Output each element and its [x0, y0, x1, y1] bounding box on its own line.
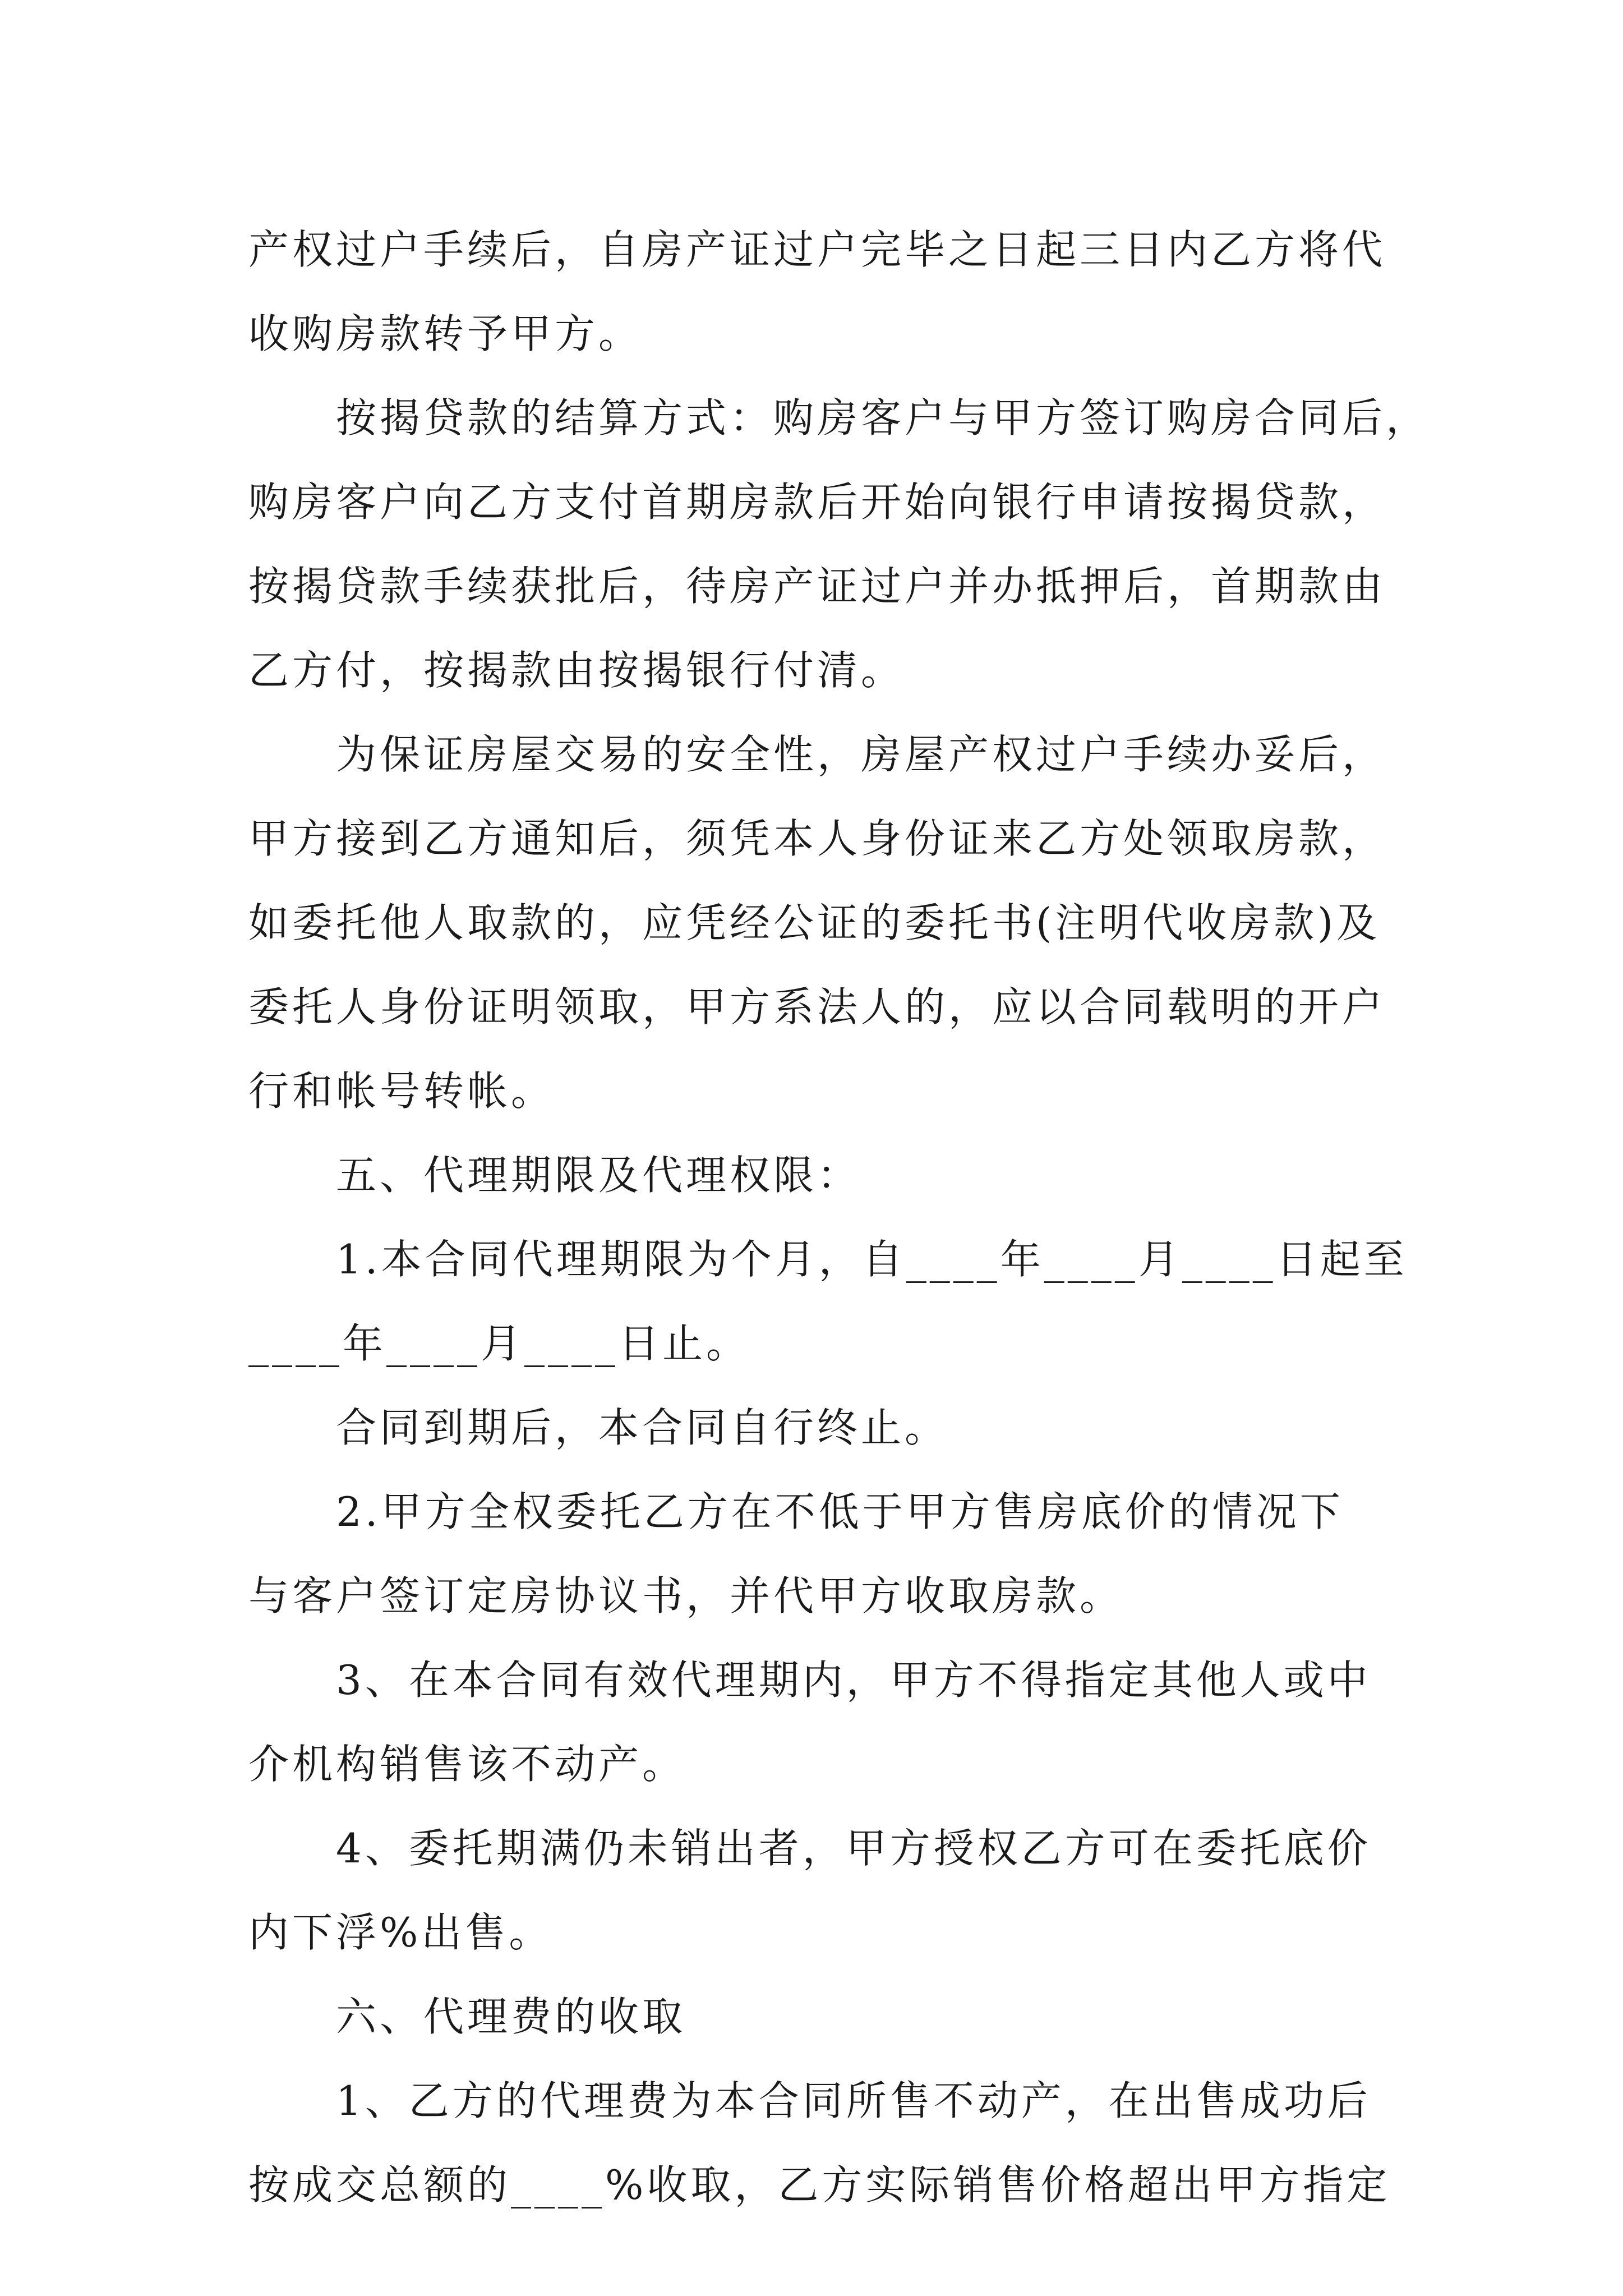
text-line: 购房客户向乙方支付首期房款后开始向银行申请按揭贷款，: [248, 478, 1386, 526]
text-line: 甲方接到乙方通知后，须凭本人身份证来乙方处领取房款，: [248, 815, 1386, 862]
text-line: 按揭贷款手续获批后，待房产证过户并办抵押后，首期款由: [248, 563, 1386, 610]
contract-body: [248, 208, 1430, 2227]
text-line: 乙方付，按揭款由按揭银行付清。: [248, 647, 905, 694]
text-line: 4、委托期满仍未销出者，甲方授权乙方可在委托底价: [336, 1825, 1371, 1872]
text-line: 为保证房屋交易的安全性，房屋产权过户手续办妥后，: [336, 731, 1386, 778]
section-heading: 五、代理期限及代理权限：: [336, 1152, 861, 1199]
text-line: 介机构销售该不动产。: [248, 1741, 686, 1788]
text-line: 按成交总额的____%收取，乙方实际销售价格超出甲方指定: [248, 2161, 1391, 2208]
text-line: 行和帐号转帐。: [248, 1068, 555, 1115]
text-line: 1.本合同代理期限为个月，自____年____月____日起至: [336, 1236, 1408, 1283]
text-line: 按揭贷款的结算方式：购房客户与甲方签订购房合同后，: [336, 394, 1430, 441]
text-line: 收购房款转予甲方。: [248, 310, 643, 357]
text-line: 3、在本合同有效代理期内，甲方不得指定其他人或中: [336, 1657, 1371, 1704]
text-line: 2.甲方全权委托乙方在不低于甲方售房底价的情况下: [336, 1488, 1344, 1535]
text-line: 内下浮%出售。: [248, 1909, 553, 1956]
text-line: 如委托他人取款的，应凭经公证的委托书(注明代收房款)及: [248, 899, 1381, 946]
text-line: 合同到期后，本合同自行终止。: [336, 1404, 949, 1451]
text-line: 委托人身份证明领取，甲方系法人的，应以合同载明的开户: [248, 983, 1386, 1030]
text-line: 1、乙方的代理费为本合同所售不动产，在出售成功后: [336, 2077, 1371, 2124]
text-line: ____年____月____日止。: [248, 1320, 750, 1367]
text-line: 与客户签订定房协议书，并代甲方收取房款。: [248, 1572, 1124, 1619]
section-heading: 六、代理费的收取: [336, 1993, 686, 2040]
text-line: 产权过户手续后，自房产证过户完毕之日起三日内乙方将代: [248, 226, 1386, 273]
